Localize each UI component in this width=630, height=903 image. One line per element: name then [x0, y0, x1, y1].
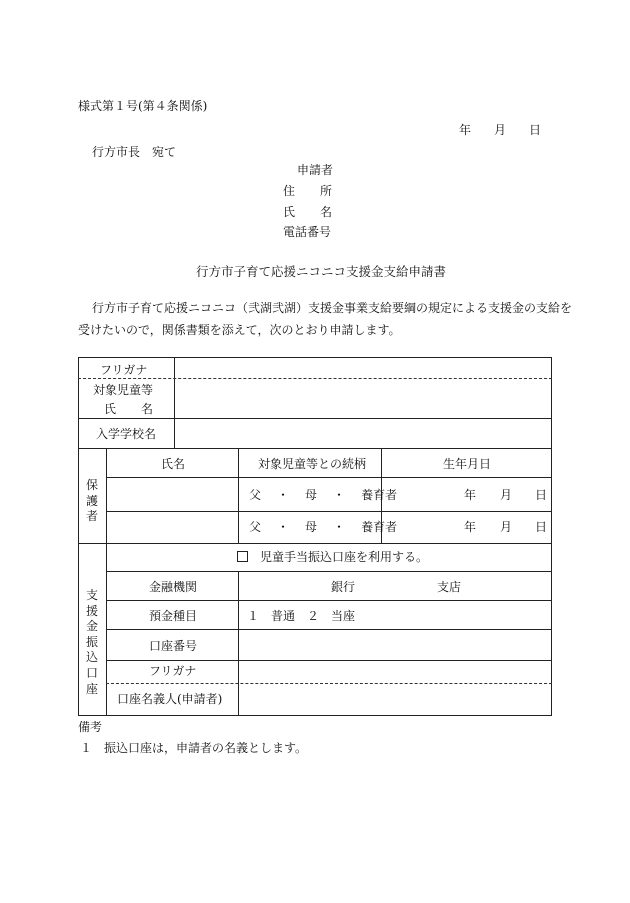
addressee: 行方市長 宛て — [92, 145, 177, 159]
body-line-2: 受けたいので，関係書類を添えて，次のとおり申請します。 — [78, 323, 401, 337]
form-label: 様式第１号(第４条関係) — [78, 99, 208, 113]
deposit-type-value: １ 普通 ２ 当座 — [247, 609, 356, 623]
guardian-1-relation: 父 ・ 母 ・ 養育者 — [249, 488, 398, 502]
school-label: 入学学校名 — [96, 427, 157, 441]
use-child-allowance-account-row — [237, 551, 428, 563]
guardian-1-birth-month: 月 — [500, 488, 513, 502]
guardian-section-label: 保護者 — [85, 478, 98, 524]
applicant-heading: 申請者 — [297, 163, 334, 177]
checkbox-label: 児童手当振込口座を利用する。 — [260, 550, 429, 564]
notes-heading: 備考 — [78, 720, 103, 734]
branch-unit: 支店 — [437, 580, 462, 594]
child-name-label: 氏 名 — [104, 402, 154, 416]
bank-name-unit: 銀行 — [331, 580, 356, 594]
child-furigana-label: フリガナ — [100, 363, 148, 377]
guardian-col-birthdate: 生年月日 — [443, 457, 492, 471]
body-line-1: 行方市子育て応援ニコニコ（弐湖弐湖）支援金事業支給要綱の規定による支援金の支給を — [92, 301, 573, 315]
guardian-2-relation: 父 ・ 母 ・ 養育者 — [249, 520, 398, 534]
guardian-2-birth-month: 月 — [500, 520, 513, 534]
guardian-2-birth-day: 日 — [535, 520, 548, 534]
date-year-label: 年 — [459, 123, 472, 137]
account-number-label: 口座番号 — [149, 639, 198, 653]
date-day-label: 日 — [529, 123, 542, 137]
guardian-1-birth-year: 年 — [464, 488, 477, 502]
child-label: 対象児童等 — [93, 383, 154, 397]
bank-section-label: 支援金振込口座 — [85, 588, 98, 696]
deposit-type-label: 預金種目 — [149, 609, 198, 623]
holder-furigana-label: フリガナ — [149, 664, 197, 678]
guardian-col-name: 氏名 — [161, 457, 186, 471]
date-month-label: 月 — [494, 123, 507, 137]
applicant-name-label: 氏 名 — [283, 205, 333, 219]
guardian-1-birth-day: 日 — [535, 488, 548, 502]
account-holder-label: 口座名義人(申請者) — [117, 692, 223, 706]
applicant-phone-label: 電話番号 — [283, 225, 332, 239]
applicant-address-label: 住 所 — [283, 184, 333, 198]
guardian-col-relation: 対象児童等との続柄 — [258, 457, 367, 471]
note-item-1: １ 振込口座は，申請者の名義とします。 — [80, 741, 308, 755]
document-title: 行方市子育て応援ニコニコ支援金支給申請書 — [196, 264, 447, 279]
guardian-2-birth-year: 年 — [464, 520, 477, 534]
bank-label: 金融機関 — [149, 580, 198, 594]
checkbox[interactable] — [237, 551, 248, 562]
